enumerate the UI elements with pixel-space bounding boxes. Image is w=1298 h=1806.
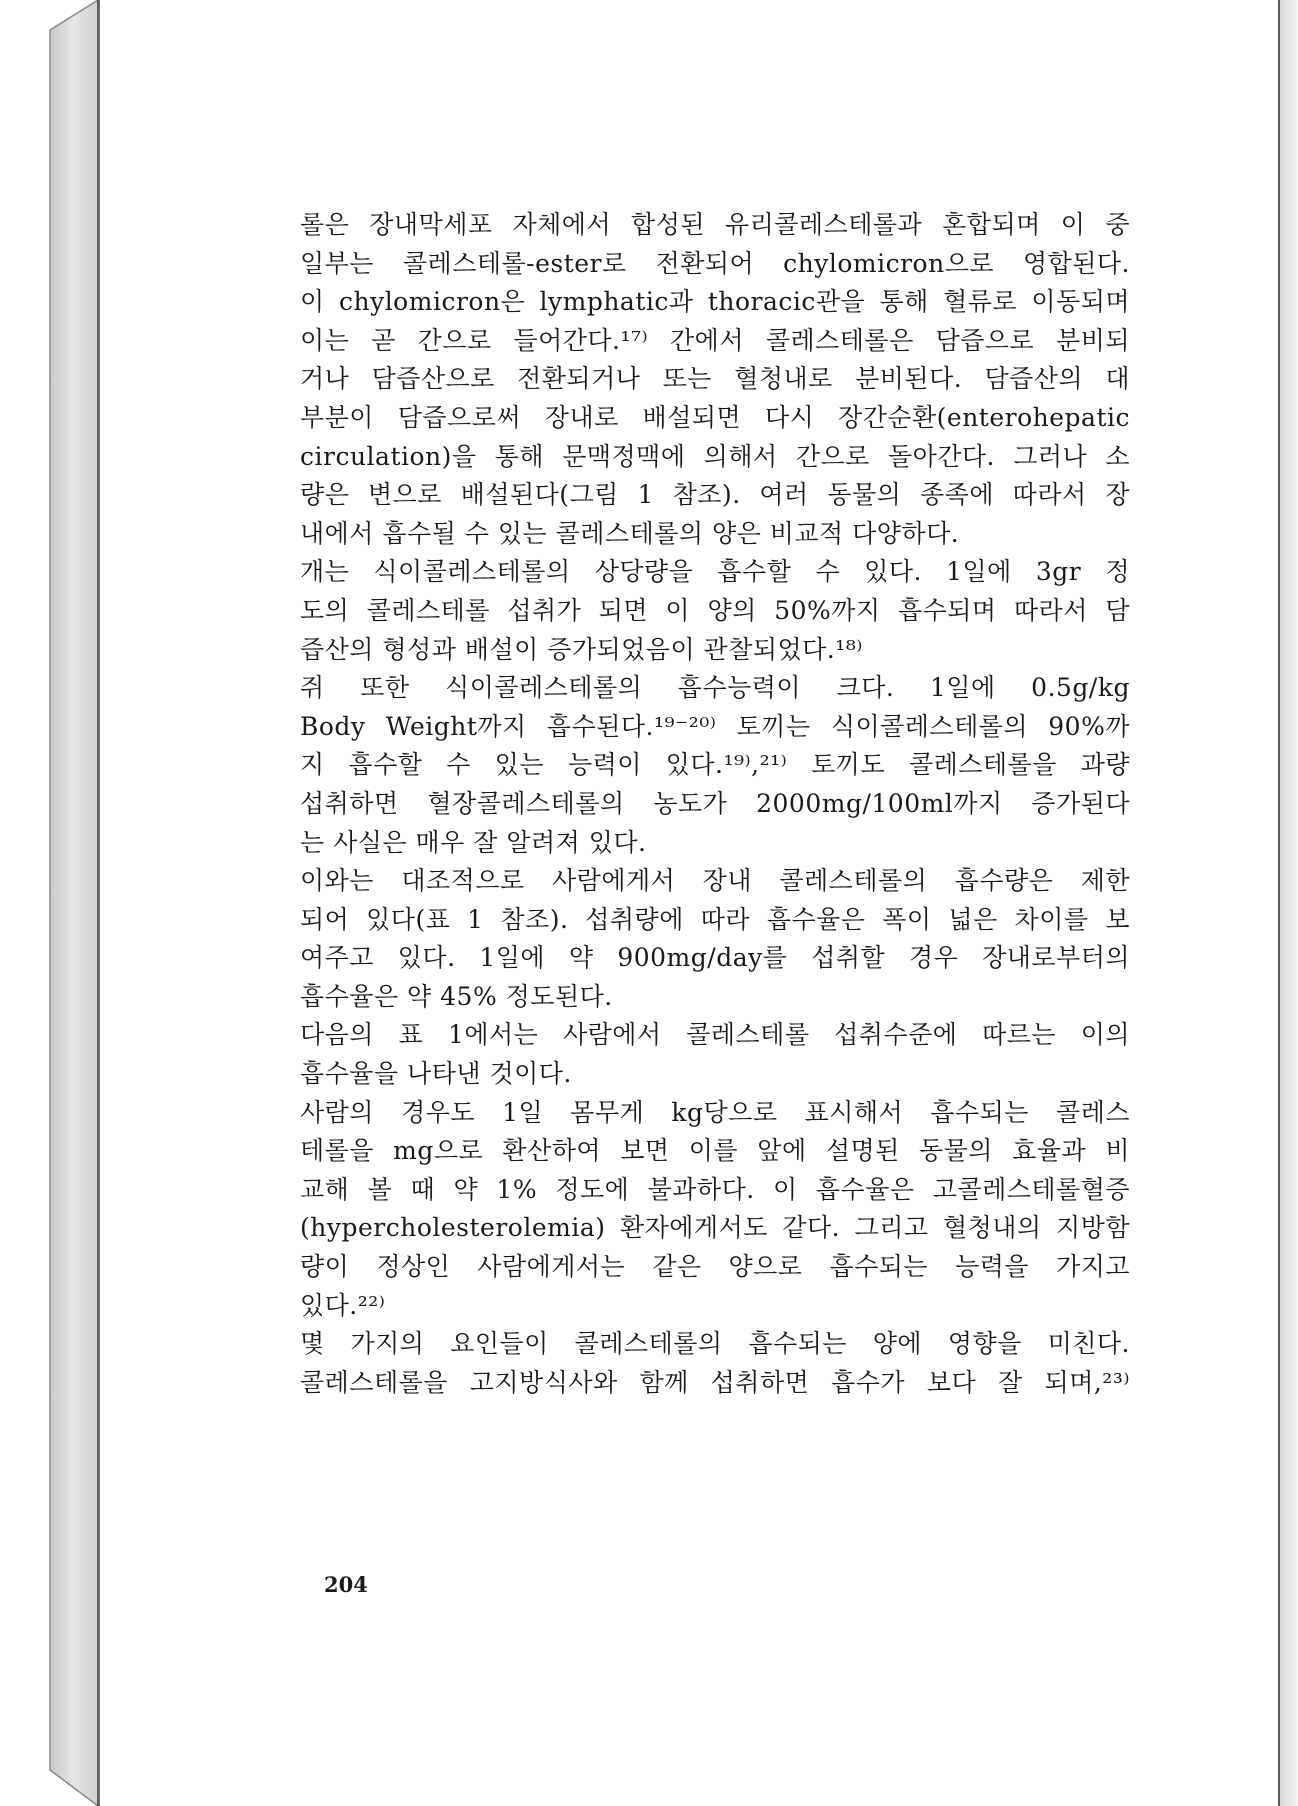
text-line: 콜레스테롤을 고지방식사와 함께 섭취하면 흡수가 보다 잘 되며,²³⁾ xyxy=(300,1367,1130,1397)
text-line: 흡수율을 나타낸 것이다. xyxy=(300,1059,572,1089)
text-line: 이 chylomicron은 lymphatic과 thoracic관을 통해 혈류로 이동되며 xyxy=(300,287,1130,317)
text-line: 쥐 또한 식이콜레스테롤의 흡수능력이 크다. 1일에 0.5g/kg xyxy=(300,673,1130,703)
text-line: 는 사실은 매우 잘 알려져 있다. xyxy=(300,827,647,857)
text-line: 되어 있다(표 1 참조). 섭취량에 따라 흡수율은 폭이 넓은 차이를 보 xyxy=(300,904,1130,934)
text-line: Body Weight까지 흡수된다.¹⁹⁻²⁰⁾ 토끼는 식이콜레스테롤의 90%까 xyxy=(300,711,1130,741)
text-line: 량은 변으로 배설된다(그림 1 참조). 여러 동물의 종족에 따라서 장 xyxy=(300,480,1130,510)
page-number: 204 xyxy=(324,1572,368,1597)
text-line: 도의 콜레스테롤 섭취가 되면 이 양의 50%까지 흡수되며 따라서 담 xyxy=(300,595,1130,625)
text-line: 부분이 담즙으로써 장내로 배설되면 다시 장간순환(enterohepatic xyxy=(300,402,1130,432)
text-line: 일부는 콜레스테롤-ester로 전환되어 chylomicron으로 영합된다. xyxy=(300,248,1130,278)
text-line: circulation)을 통해 문맥정맥에 의해서 간으로 돌아간다. 그러나 소 xyxy=(300,441,1130,471)
text-line: 내에서 흡수될 수 있는 콜레스테롤의 양은 비교적 다양하다. xyxy=(300,518,960,548)
text-line: 량이 정상인 사람에게서는 같은 양으로 흡수되는 능력을 가지고 xyxy=(300,1252,1130,1282)
page-right-edge xyxy=(1280,0,1298,1806)
text-line: 사람의 경우도 1일 몸무게 kg당으로 표시해서 흡수되는 콜레스 xyxy=(300,1097,1130,1127)
text-line: 롤은 장내막세포 자체에서 합성된 유리콜레스테롤과 혼합되며 이 중 xyxy=(300,210,1130,239)
text-line: 이는 곧 간으로 들어간다.¹⁷⁾ 간에서 콜레스테롤은 담즙으로 분비되 xyxy=(300,325,1130,355)
text-line: 교해 볼 때 약 1% 정도에 불과하다. 이 흡수율은 고콜레스테롤혈증 xyxy=(300,1174,1130,1204)
text-line: (hypercholesterolemia) 환자에게서도 같다. 그리고 혈청내의 지방함 xyxy=(300,1213,1130,1243)
text-line: 개는 식이콜레스테롤의 상당량을 흡수할 수 있다. 1일에 3gr 정 xyxy=(300,557,1130,587)
text-line: 있다.²²⁾ xyxy=(300,1290,386,1320)
text-line: 테롤을 mg으로 환산하여 보면 이를 앞에 설명된 동물의 효율과 비 xyxy=(300,1136,1130,1166)
text-line: 거나 담즙산으로 전환되거나 또는 혈청내로 분비된다. 담즙산의 대 xyxy=(300,364,1130,394)
text-line: 여주고 있다. 1일에 약 900mg/day를 섭취할 경우 장내로부터의 xyxy=(300,943,1130,973)
text-line: 지 흡수할 수 있는 능력이 있다.¹⁹⁾,²¹⁾ 토끼도 콜레스테롤을 과량 xyxy=(300,750,1130,780)
page-body-text xyxy=(300,206,1130,1402)
text-line: 흡수율은 약 45% 정도된다. xyxy=(300,981,613,1011)
text-line: 이와는 대조적으로 사람에게서 장내 콜레스테롤의 흡수량은 제한 xyxy=(300,866,1130,896)
text-line: 섭취하면 혈장콜레스테롤의 농도가 2000mg/100ml까지 증가된다 xyxy=(300,788,1130,818)
text-line: 몇 가지의 요인들이 콜레스테롤의 흡수되는 양에 영향을 미친다. xyxy=(300,1329,1130,1359)
text-line: 즙산의 형성과 배설이 증가되었음이 관찰되었다.¹⁸⁾ xyxy=(300,634,863,664)
text-line: 다음의 표 1에서는 사람에서 콜레스테롤 섭취수준에 따르는 이의 xyxy=(300,1020,1130,1050)
